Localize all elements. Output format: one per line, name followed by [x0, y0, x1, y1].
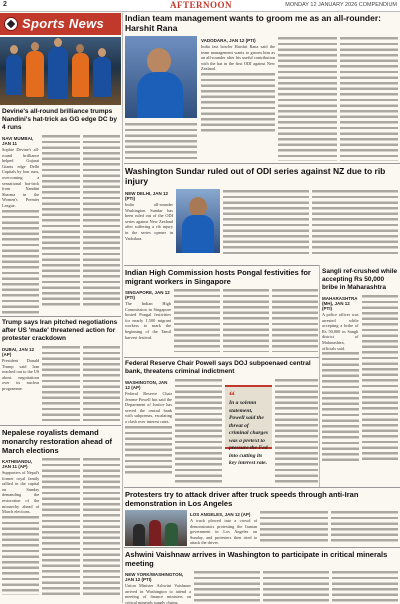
protesters-photo [125, 510, 187, 546]
masthead-section: AFTERNOON [170, 0, 233, 10]
divider [124, 547, 400, 548]
sports-photo [0, 37, 121, 105]
nepal-body-lines [2, 515, 39, 595]
federal-headline: Federal Reserve Chair Powell says DOJ subpoenaed central bank, threatens criminal indictment [125, 360, 311, 375]
sports-lead: Sophie Devine's all-round brilliance helped Gujarat Giants edge Delhi Capitals by four runs, overcoming a sensational hat-trick from Nandini Sharma in the Women's Premier League. [2, 147, 40, 208]
masthead [0, 0, 400, 12]
sports-body-lines-3 [83, 134, 120, 309]
protesters-article [125, 490, 398, 546]
sangli-dateline: MAHARASHTRA (MH), JAN 12 (PTI) [322, 296, 358, 311]
divider [124, 357, 319, 358]
protesters-headline: Protesters try to attack driver after truck speeds through anti-Iran demonstration in Los Angeles [125, 490, 359, 508]
masthead-date: MONDAY 12 JANUARY 2026 COMPENDIUM [285, 2, 397, 8]
trump-lead: President Donald Trump said Iran reached out to the US about negotiations over its nuclear programme. [2, 358, 40, 391]
trump-dateline: DUBAI, JAN 12 (AP) [2, 347, 35, 357]
trump-body-lines-2 [83, 345, 120, 421]
federal-lead: Federal Reserve Chair Jerome Powell has said the Department of Justice has served the central bank with subpoenas, escalating a clash over interest rates. [125, 391, 172, 424]
indian-team-headline: Indian team management wants to groom me as an all-rounder: Harshit Rana [125, 13, 381, 33]
washington-article [125, 166, 398, 264]
washington-headline: Washington Sundar ruled out of ODI series against NZ due to rib injury [125, 166, 386, 186]
sports-banner-icon [4, 17, 18, 31]
divider [124, 163, 400, 164]
trump-article [2, 319, 120, 423]
nepal-body-lines-2 [42, 457, 79, 595]
sangli-article [322, 268, 398, 486]
federal-body-lines [125, 425, 172, 475]
india-hc-body-lines [174, 288, 220, 352]
pull-quote [225, 385, 272, 466]
sports-banner [0, 13, 121, 35]
sports-article [2, 108, 120, 316]
nepal-body-lines-3 [83, 457, 120, 595]
indian-team-body-lines [201, 72, 275, 132]
washington-body-lines-2 [312, 189, 398, 257]
indian-team-photo [125, 36, 197, 118]
vaishnaw-headline: Ashwini Vaishnaw arrives in Washington to participate in critical minerals meeting [125, 550, 388, 568]
washington-photo [176, 189, 220, 253]
sports-body-lines [2, 209, 39, 314]
india-hc-article [125, 268, 318, 356]
divider [0, 316, 121, 317]
sangli-headline: Sangli ref-crushed while accepting Rs 50,000 bribe in Maharashtra [322, 268, 398, 291]
federal-body-lines-3 [275, 378, 318, 484]
indian-team-lead: India fast bowler Harshit Rana said the team management wants to groom him as an all-rounder after his useful contribution with the bat in the first ODI against New Zealand. [201, 44, 275, 72]
vaishnaw-body-lines [194, 570, 260, 602]
divider [124, 487, 400, 488]
protesters-body-lines [260, 510, 327, 544]
divider [124, 265, 319, 266]
washington-dateline: NEW DELHI, JAN 12 (PTI) [125, 191, 169, 201]
vaishnaw-dateline: NEW YORK/WASHINGTON, JAN 12 (PTI) [125, 572, 184, 582]
sports-headline: Devine's all-round brilliance trumps Nandini's hat-trick as GG edge DC by 4 runs [2, 108, 117, 131]
column-divider [122, 13, 123, 603]
sangli-body-lines-2 [362, 294, 399, 462]
nepal-dateline: KATHMANDU, JAN 11 (AP) [2, 459, 33, 469]
vaishnaw-lead: Union Minister Ashwini Vaishnaw arrived in Washington to attend a meeting of finance ministers on critical minerals supply chains. [125, 583, 191, 604]
pull-quote-text: In a solemn statement, Powell said the threat of criminal charges was a pretext to pressure the Fed into cutting its key interest rate. [229, 400, 269, 466]
india-hc-dateline: SINGAPORE, JAN 12 (PTI) [125, 290, 170, 300]
india-hc-body-lines-3 [272, 288, 318, 352]
trump-body-lines [42, 345, 79, 421]
nepal-headline: Nepalese royalists demand monarchy restoration ahead of March elections [2, 428, 113, 455]
washington-lead: India all-rounder Washington Sundar has been ruled out of the ODI series against New Zealand after suffering a rib injury in the series opener in Vadodara. [125, 202, 173, 241]
sports-body-lines-2 [42, 134, 79, 309]
column-divider [319, 265, 320, 487]
sangli-lead: A police officer was arrested while accepting a bribe of Rs 50,000 in Sangli district of Maharashtra, officials said. [322, 312, 359, 351]
divider [0, 425, 121, 426]
indian-team-article [125, 13, 398, 163]
sangli-body-lines [322, 351, 359, 461]
washington-body-lines [223, 189, 309, 257]
trump-headline: Trump says Iran pitched negotiations after US 'made' threatened action for protester crackdown [2, 319, 118, 342]
indian-team-body-lines-2 [125, 122, 197, 162]
federal-article [125, 360, 318, 486]
nepal-article [2, 428, 120, 604]
protesters-lead: A truck plowed into a crowd of demonstrators protesting the Iranian government in Los Angeles on Sunday, and protesters then tried to attack the driver. [190, 518, 258, 546]
vaishnaw-body-lines-3 [332, 570, 398, 602]
india-hc-headline: Indian High Commission hosts Pongal festivities for migrant workers in Singapore [125, 268, 311, 286]
protesters-dateline: LOS ANGELES, JAN 12 (AP) [190, 512, 251, 517]
quote-mark-icon: “ [229, 388, 235, 402]
nepal-lead: Supporters of Nepal's former royal family rallied in the capital on Sunday demanding the restoration of the monarchy ahead of March elections. [2, 470, 40, 515]
india-hc-body-lines-2 [223, 288, 269, 352]
federal-dateline: WASHINGTON, JAN 12 (AP) [125, 380, 168, 390]
federal-body-lines-2 [175, 378, 222, 484]
indian-team-body-lines-3 [278, 36, 337, 161]
protesters-body-lines-2 [331, 510, 398, 544]
indian-team-body-lines-4 [340, 36, 399, 161]
indian-team-dateline: VADODARA, JAN 12 (PTI) [201, 38, 256, 43]
sports-dateline: NAVI MUMBAI, JAN 11 [2, 136, 34, 146]
india-hc-lead: The Indian High Commission in Singapore hosted Pongal festivities for nearly 1,500 migrant workers to mark the beginning of the Tamil harvest festival. [125, 301, 171, 340]
sports-banner-title: Sports News [22, 16, 105, 31]
page-number: 2 [3, 1, 7, 8]
vaishnaw-article [125, 550, 398, 604]
vaishnaw-body-lines-2 [263, 570, 329, 602]
